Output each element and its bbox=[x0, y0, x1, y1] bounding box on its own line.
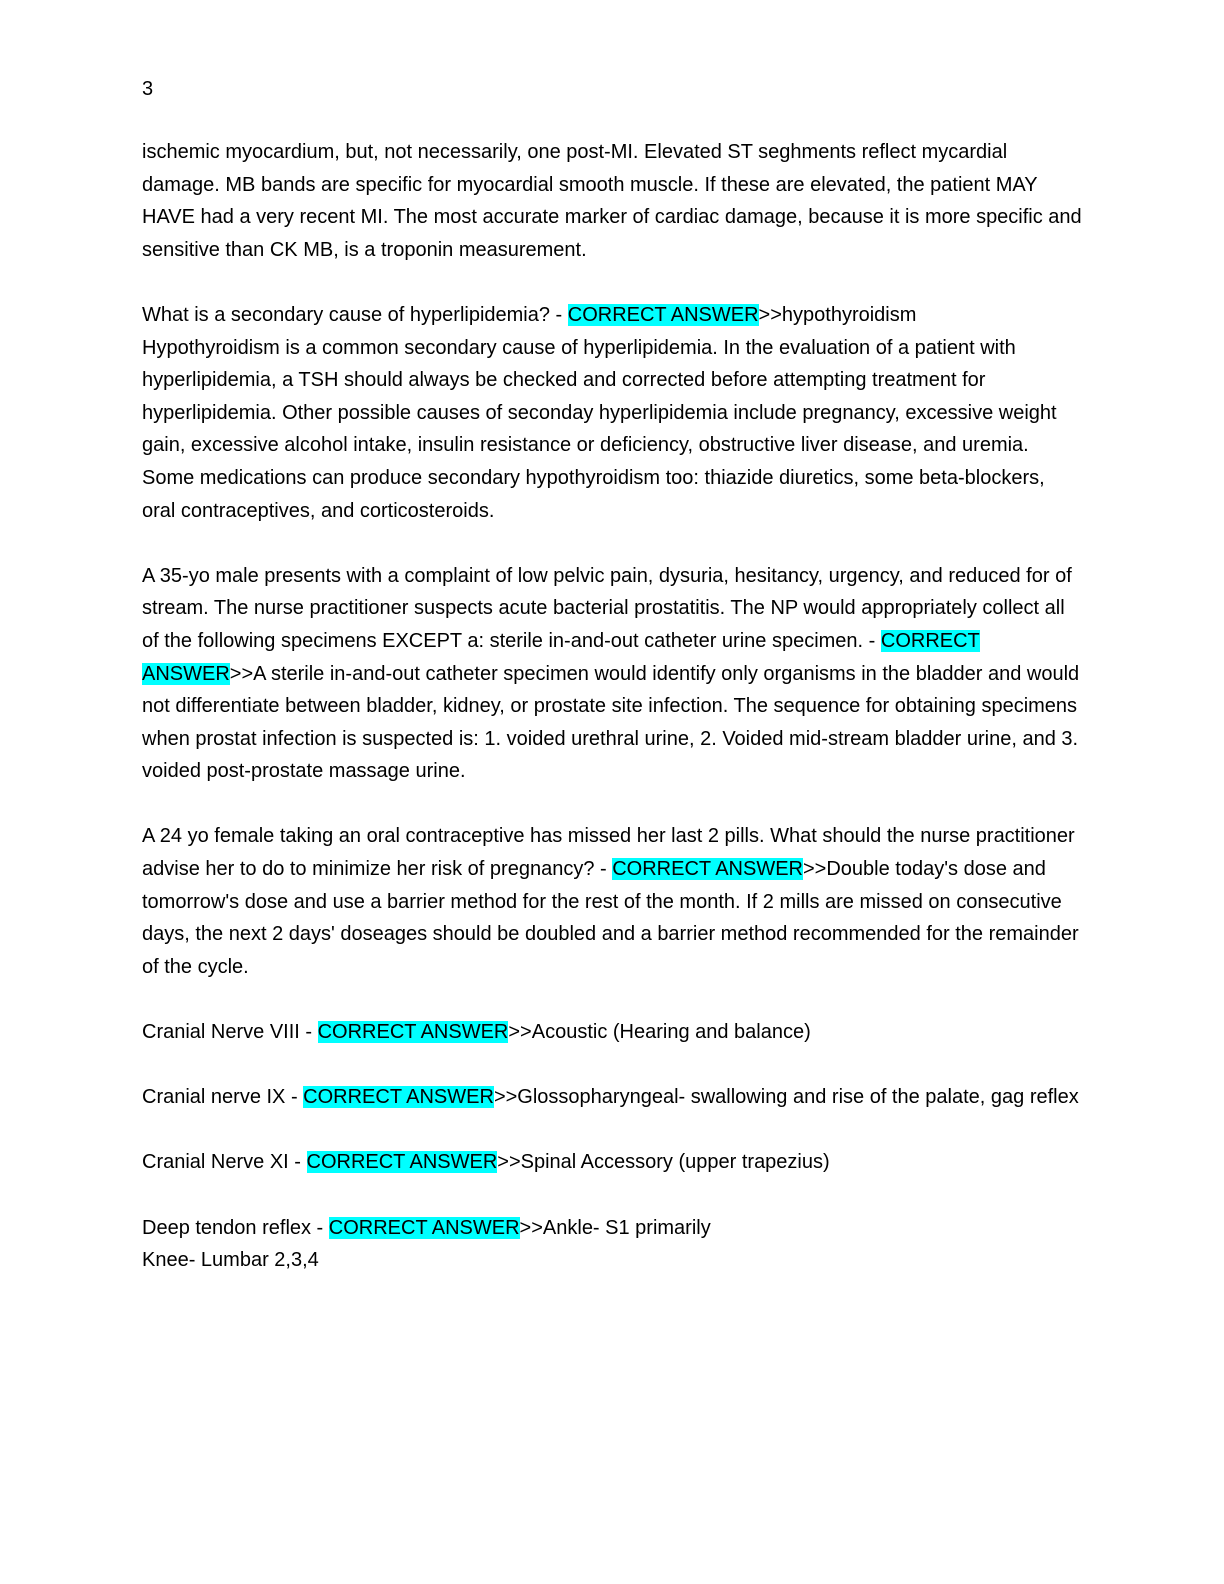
question-text: What is a secondary cause of hyperlipidemia? - bbox=[142, 303, 568, 326]
question-text: Cranial nerve IX - bbox=[142, 1086, 304, 1109]
qa-cranial-nerve-xi bbox=[142, 1146, 1082, 1179]
answer-text: >>hypothyroidism bbox=[758, 303, 917, 326]
correct-answer-highlight: CORRECT ANSWER bbox=[328, 1216, 520, 1239]
correct-answer-highlight: CORRECT ANSWER bbox=[306, 1151, 498, 1174]
question-text: A 24 yo female taking an oral contraceptive has missed her last 2 pills. What should the nurse practitioner advise her to do to minimize her risk of pregnancy? - bbox=[142, 825, 1075, 881]
question-text: Cranial Nerve XI - bbox=[142, 1151, 307, 1174]
correct-answer-highlight: CORRECT ANSWER bbox=[142, 629, 980, 685]
correct-answer-highlight: CORRECT ANSWER bbox=[612, 858, 803, 881]
qa-cranial-nerve-ix bbox=[142, 1081, 1082, 1114]
answer-text: >>Spinal Accessory (upper trapezius) bbox=[497, 1151, 830, 1174]
paragraph-text: ischemic myocardium, but, not necessarily, one post-MI. Elevated ST seghments reflect mycardial damage. MB bands are specific for myocardial smooth muscle. If these are elevated, the patient MAY HAVE had a very recent MI. The most accurate marker of cardiac damage, because it is more specific and sensitive than CK MB, is a troponin measurement. bbox=[142, 141, 1082, 261]
document-body bbox=[142, 136, 1082, 1277]
answer-text: >>Double today's dose and tomorrow's dose and use a barrier method for the rest of the month. If 2 mills are missed on consecutive days, the next 2 days' doseages should be doubled and a barrier method recommended for the remainder of the cycle. bbox=[142, 858, 1079, 978]
correct-answer-highlight: CORRECT ANSWER bbox=[567, 303, 759, 326]
qa-deep-tendon-reflex bbox=[142, 1212, 1082, 1277]
answer-text: >>Acoustic (Hearing and balance) bbox=[508, 1021, 811, 1044]
qa-hyperlipidemia bbox=[142, 299, 1082, 527]
answer-explanation: Hypothyroidism is a common secondary cause of hyperlipidemia. In the evaluation of a patient with hyperlipidemia, a TSH should always be checked and corrected before attempting treatment for hyperlipidemia. Other possible causes of seconday hyperlipidemia include pregnancy, excessive weight gain, excessive alcohol intake, insulin resistance or deficiency, obstructive liver disease, and uremia. Some medications can produce secondary hypothyroidism too: thiazide diuretics, some beta-blockers, oral contraceptives, and corticosteroids. bbox=[142, 336, 1057, 522]
answer-text: >>A sterile in-and-out catheter specimen would identify only organisms in the bladder and would not differentiate between bladder, kidney, or prostate site infection. The sequence for obtaining specimens when prostat infection is suspected is: 1. voided urethral urine, 2. Voided mid-stream bladder urine, and 3. voided post-prostate massage urine. bbox=[142, 662, 1080, 783]
answer-text: >>Ankle- S1 primarily bbox=[519, 1216, 711, 1239]
answer-continuation: Knee- Lumbar 2,3,4 bbox=[142, 1249, 319, 1272]
qa-prostatitis bbox=[142, 560, 1082, 788]
question-text: A 35-yo male presents with a complaint of low pelvic pain, dysuria, hesitancy, urgency, and reduced for of stream. The nurse practitioner suspects acute bacterial prostatitis. The NP would appropriately collect all of the following specimens EXCEPT a: sterile in-and-out catheter urine specimen. - bbox=[142, 564, 1072, 652]
correct-answer-highlight: CORRECT ANSWER bbox=[317, 1021, 509, 1044]
qa-cranial-nerve-viii bbox=[142, 1016, 1082, 1049]
qa-oral-contraceptive bbox=[142, 820, 1082, 983]
answer-text: >>Glossopharyngeal- swallowing and rise of the palate, gag reflex bbox=[493, 1086, 1079, 1109]
question-text: Cranial Nerve VIII - bbox=[142, 1021, 318, 1044]
page-number: 3 bbox=[142, 78, 154, 100]
correct-answer-highlight: CORRECT ANSWER bbox=[303, 1086, 494, 1109]
continued-paragraph bbox=[142, 136, 1082, 266]
question-text: Deep tendon reflex - bbox=[142, 1216, 329, 1239]
